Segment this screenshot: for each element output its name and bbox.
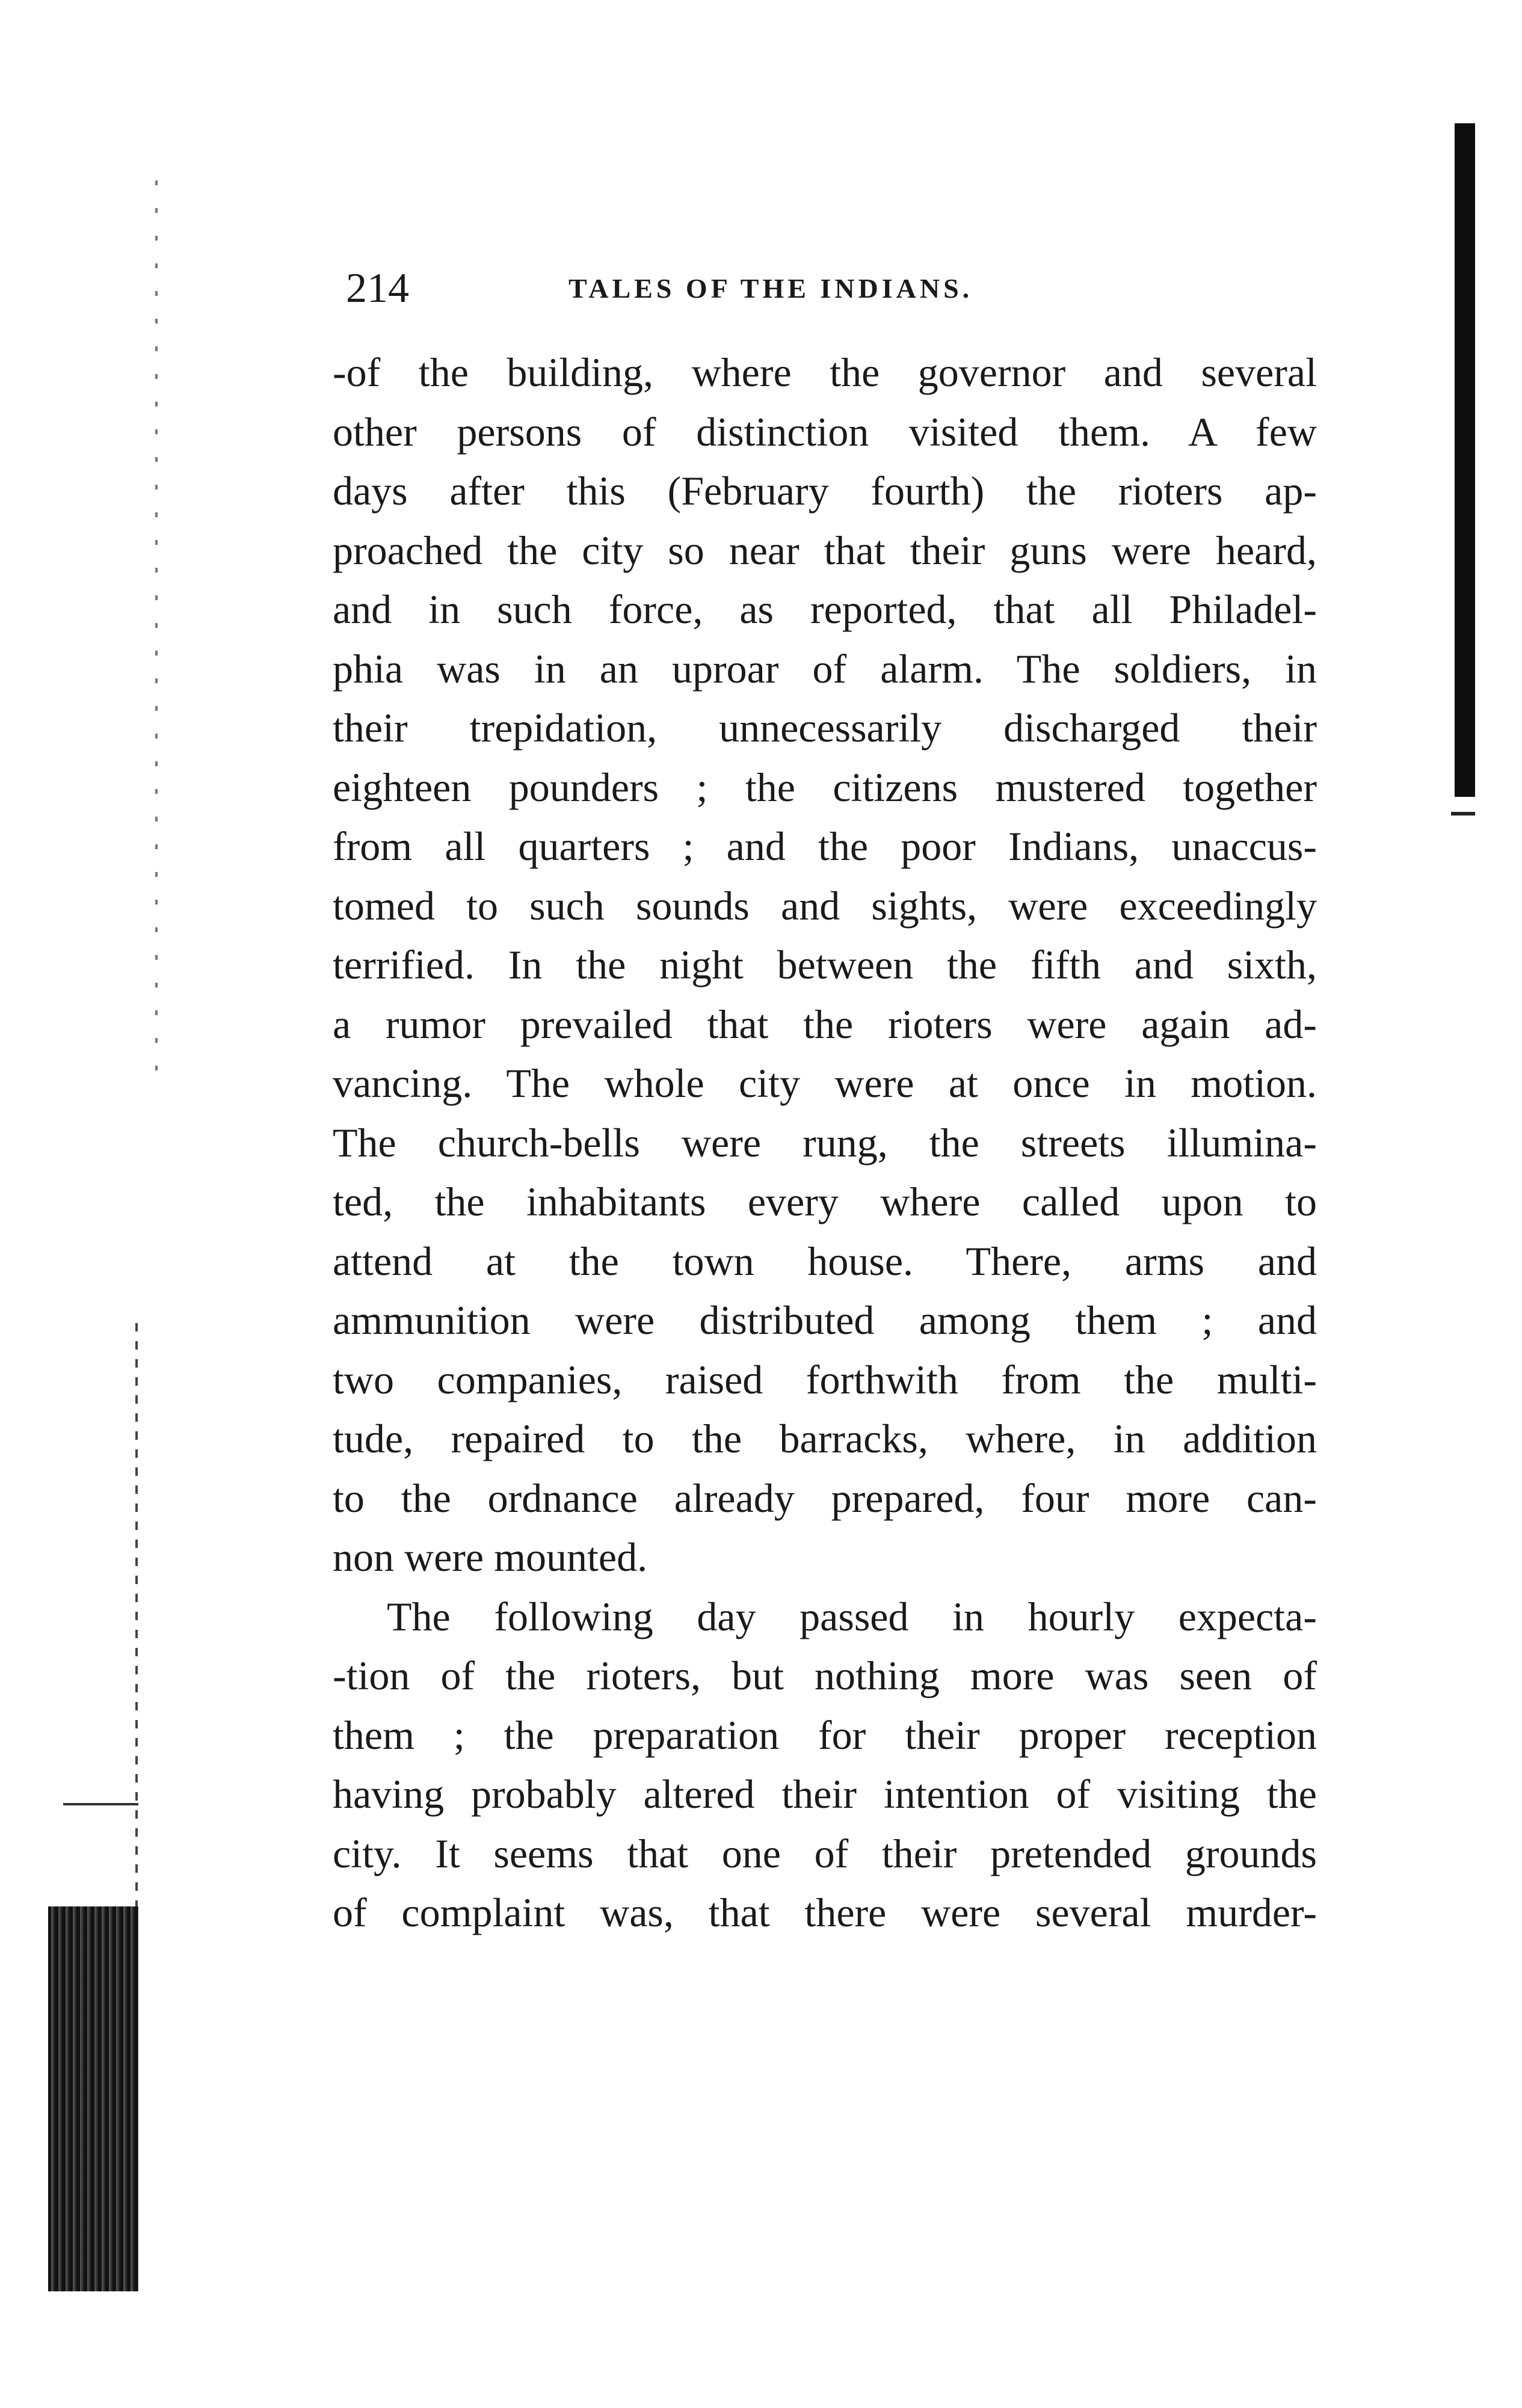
scan-gutter-tick <box>63 1803 138 1805</box>
text-line: days after this (February fourth) the rioters ap- <box>333 468 1317 514</box>
running-title: TALES OF THE INDIANS. <box>568 273 973 304</box>
text-line: attend at the town house. There, arms and <box>333 1238 1317 1284</box>
text-line: of complaint was, that there were several murder- <box>333 1890 1317 1935</box>
text-line: terrified. In the night between the fifth and sixth, <box>333 942 1317 987</box>
scan-edge-bar <box>1455 123 1475 797</box>
text-line: -tion of the rioters, but nothing more was seen of <box>333 1653 1317 1698</box>
body-text <box>333 343 1317 1943</box>
text-line: vancing. The whole city were at once in motion. <box>333 1060 1317 1106</box>
text-line: other persons of distinction visited them. A few <box>333 408 1317 455</box>
scan-gutter-dots <box>155 180 158 1083</box>
scan-binding-shadow <box>48 1906 138 2291</box>
text-line: phia was in an uproar of alarm. The soldiers, in <box>333 645 1317 692</box>
page-number: 214 <box>346 265 409 312</box>
running-header <box>346 256 1308 322</box>
text-line: a rumor prevailed that the rioters were again ad- <box>333 1001 1317 1047</box>
text-line: to the ordnance already prepared, four more can- <box>333 1475 1317 1521</box>
text-line: -of the building, where the governor and several <box>333 349 1317 395</box>
text-line: eighteen pounders ; the citizens mustered together <box>333 764 1317 810</box>
text-line: from all quarters ; and the poor Indians, unaccus- <box>333 823 1317 869</box>
paragraph-start-line: The following day passed in hourly expecta- <box>387 1593 1317 1639</box>
text-line: having probably altered their intention of visiting the <box>333 1771 1317 1817</box>
text-line: tomed to such sounds and sights, were exceedingly <box>333 882 1317 929</box>
text-line: ammunition were distributed among them ; and <box>333 1297 1317 1343</box>
text-line: The church-bells were rung, the streets illumina- <box>333 1119 1317 1166</box>
text-line: their trepidation, unnecessarily discharged their <box>333 705 1317 751</box>
text-line: two companies, raised forthwith from the multi- <box>333 1356 1317 1402</box>
text-line: ted, the inhabitants every where called upon to <box>333 1179 1317 1224</box>
text-line: proached the city so near that their guns were heard, <box>333 527 1317 573</box>
scan-edge-mark <box>1451 812 1475 815</box>
text-line: tude, repaired to the barracks, where, in addition <box>333 1416 1317 1461</box>
text-line: them ; the preparation for their proper reception <box>333 1712 1317 1758</box>
text-line: non were mounted. <box>333 1534 648 1580</box>
text-line: and in such force, as reported, that all Philadel- <box>333 586 1317 632</box>
text-line: city. It seems that one of their pretended grounds <box>333 1830 1317 1876</box>
